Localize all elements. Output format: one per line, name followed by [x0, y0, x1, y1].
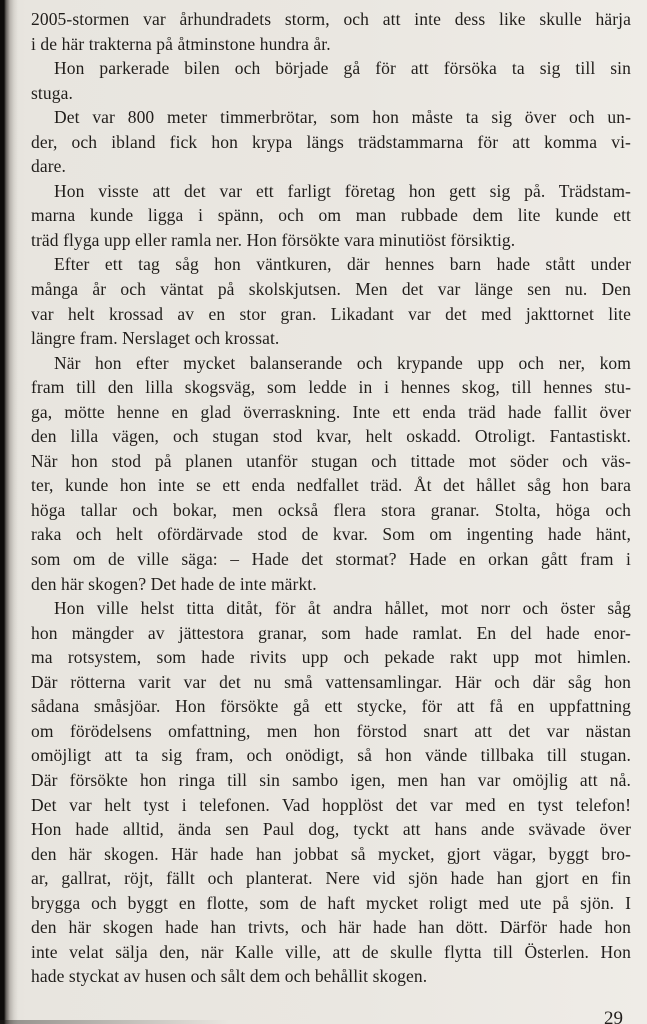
- paragraph: [31, 596, 631, 989]
- text-line: inte velat sälja den, när Kalle ville, att de skulle flytta till Österlen. Hon: [31, 941, 631, 962]
- text-line: ga, mötte henne en glad överraskning. Inte ett enda träd hade fallit över: [31, 401, 631, 422]
- page-number: 29: [604, 1008, 623, 1024]
- text-line: brygga och byggt en flotte, som de haft mycket roligt med ute på sjön. I: [31, 892, 631, 913]
- text-line: om förödelsens omfattning, men hon förstod snart att det var nästan: [31, 720, 631, 741]
- text-line: Hon hade alltid, ända sen Paul dog, tyckt att hans ande svävade över: [31, 819, 631, 840]
- text-line: hade styckat av husen och sålt dem och behållit skogen.: [31, 966, 428, 987]
- text-line: i de här trakterna på åtminstone hundra år.: [31, 33, 331, 54]
- text-line: stuga.: [31, 82, 73, 103]
- text-line: Det var 800 meter timmerbrötar, som hon måste ta sig över och un-: [54, 107, 631, 128]
- paragraph: [31, 105, 631, 179]
- text-line: der, och ibland fick hon krypa längs trädstammarna för att komma vi-: [31, 131, 631, 152]
- paragraph: [31, 56, 631, 105]
- text-line: ar, gallrat, röjt, fällt och planterat. Nere vid sjön hade han gjort en fin: [31, 868, 631, 889]
- text-line: träd flyga upp eller ramla ner. Hon försökte vara minutiöst försiktig.: [31, 229, 516, 250]
- text-line: hon mängder av jättestora granar, som hade ramlat. En del hade enor-: [31, 622, 631, 643]
- text-line: marna kunde ligga i spänn, och om man rubbade dem lite kunde ett: [31, 205, 631, 226]
- text-line: var helt krossad av en stor gran. Likadant var det med jakttornet lite: [31, 303, 631, 324]
- text-line: längre fram. Nerslaget och krossat.: [31, 328, 280, 349]
- text-line: sådana småsjöar. Hon försökte gå ett stycke, för att få en uppfattning: [31, 696, 631, 717]
- text-line: omöjligt att ta sig fram, och onödigt, så hon vände tillbaka till stugan.: [31, 745, 631, 766]
- text-line: Hon parkerade bilen och började gå för att försöka ta sig till sin: [54, 58, 631, 79]
- text-line: den här skogen? Det hade de inte märkt.: [31, 573, 317, 594]
- text-line: Där rötterna varit var det nu små vattensamlingar. Här och där såg hon: [31, 671, 631, 692]
- page-bottom-edge-shadow: [0, 1020, 230, 1024]
- text-line: höga tallar och bokar, men också flera stora granar. Stolta, höga och: [31, 499, 631, 520]
- text-line: den här skogen. Här hade han jobbat så mycket, gjort vägar, byggt bro-: [31, 843, 631, 864]
- text-line: fram till den lilla skogsväg, som ledde in i hennes skog, till hennes stu-: [31, 377, 631, 398]
- text-line: När hon stod på planen utanför stugan och tittade mot söder och väs-: [31, 450, 631, 471]
- text-line: När hon efter mycket balanserande och krypande upp och ner, kom: [54, 352, 631, 373]
- text-line: den här skogen hade han trivts, och här hade han dött. Därför hade hon: [31, 917, 631, 938]
- text-line: den lilla vägen, och stugan stod kvar, helt oskadd. Otroligt. Fantastiskt.: [31, 426, 631, 447]
- text-line: Hon ville helst titta ditåt, för åt andra hållet, mot norr och öster såg: [54, 598, 631, 619]
- text-line: raka och helt ofördärvade stod de kvar. Som om ingenting hade hänt,: [31, 524, 631, 545]
- text-line: Det var helt tyst i telefonen. Vad hopplöst det var med en tyst telefon!: [31, 794, 631, 815]
- page-gutter-shadow: [0, 0, 18, 1024]
- text-block: [31, 7, 631, 989]
- paragraph: [31, 351, 631, 596]
- text-line: som om de ville säga: – Hade det stormat? Hade en orkan gått fram i: [31, 549, 631, 570]
- text-line: många år och väntat på skolskjutsen. Men det var länge sen nu. Den: [31, 279, 631, 300]
- text-line: Efter ett tag såg hon väntkuren, där hennes barn hade stått under: [54, 254, 631, 275]
- text-line: 2005-stormen var århundradets storm, och att inte dess like skulle härja: [31, 9, 631, 29]
- text-line: ter, kunde hon inte se ett enda nedfallet träd. Åt det hållet såg hon bara: [31, 475, 631, 496]
- paragraph: [31, 7, 631, 56]
- text-line: ma rotsystem, som hade rivits upp och pekade rakt upp mot himlen.: [31, 647, 631, 668]
- paragraph: [31, 252, 631, 350]
- text-line: dare.: [31, 156, 66, 177]
- text-line: Hon visste att det var ett farligt företag hon gett sig på. Trädstam-: [54, 180, 631, 201]
- text-line: Där försökte hon ringa till sin sambo igen, men han var omöjlig att nå.: [31, 769, 631, 790]
- paragraph: [31, 179, 631, 253]
